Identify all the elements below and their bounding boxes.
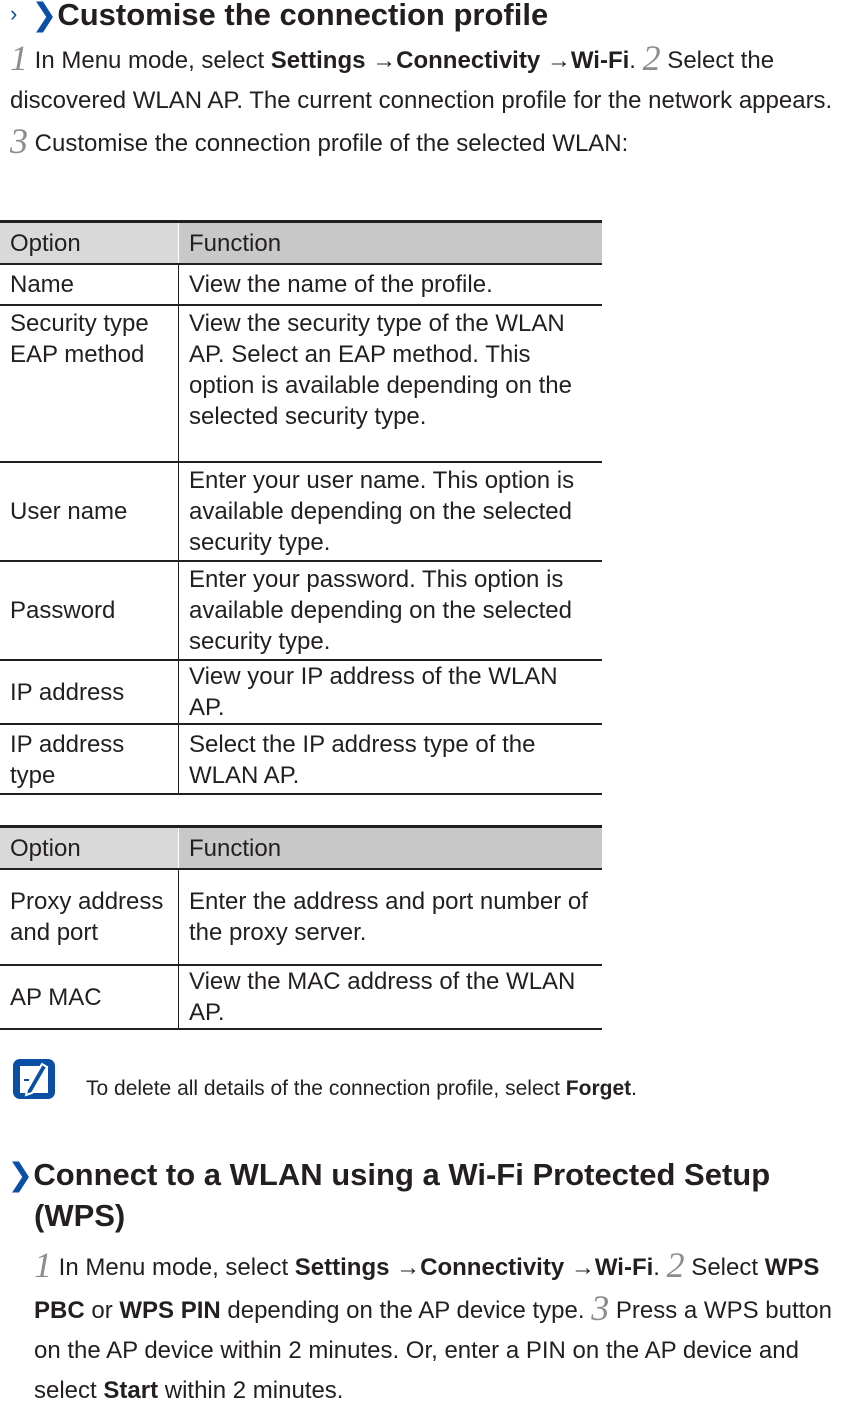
table-header: [0, 827, 602, 870]
menu-path-settings: Settings: [294, 1254, 390, 1281]
table-header: [0, 222, 602, 265]
step-number: 1: [34, 1245, 52, 1285]
table-row: IP address View your IP address of the WLAN AP.: [0, 660, 602, 724]
menu-path-connectivity: Connectivity: [420, 1254, 565, 1281]
header-option: Option: [0, 222, 179, 265]
table-row: User name Enter your user name. This option is available depending on the selected security type.: [0, 462, 602, 561]
bullet-arrow-icon: › ❯: [10, 0, 58, 32]
bullet-arrow-icon: ❯: [7, 1157, 34, 1192]
step-number: 2: [666, 1245, 685, 1285]
menu-path-wifi: Wi-Fi: [570, 47, 630, 74]
step-number: 1: [10, 38, 28, 78]
section-title: Customise the connection profile: [57, 0, 549, 32]
wps-pin-label: WPS PIN: [119, 1297, 221, 1324]
header-option: Option: [0, 827, 179, 870]
section2-steps: 1 In Menu mode, select Settings →Connectivity →Wi-Fi. 2 Select WPS PBC or WPS PIN depending on the AP device type. 3 Press a WPS button on the AP device within 2 minutes. Or, enter a PIN on the AP device and select Start within 2 minutes.: [34, 1245, 832, 1404]
wps-pbc-label: WPS PBC: [34, 1254, 820, 1324]
note-pencil-icon: [12, 1058, 56, 1100]
menu-path-settings: Settings: [270, 47, 366, 74]
step-number: 2: [642, 38, 661, 78]
table-row: IP address type Select the IP address type of the WLAN AP.: [0, 724, 602, 794]
options-table-2: [0, 825, 602, 1030]
table-row: Proxy address and port Enter the address and port number of the proxy server.: [0, 869, 602, 965]
table-row: Name View the name of the profile.: [0, 264, 602, 305]
section-title: Connect to a WLAN using a Wi-Fi Protected Setup (WPS): [33, 1157, 771, 1233]
header-function: Function: [179, 827, 603, 870]
start-label: Start: [103, 1377, 159, 1404]
section1-steps: 1 In Menu mode, select Settings →Connectivity →Wi-Fi. 2 Select the discovered WLAN AP. The current connection profile for the network appears. 3 Customise the connection profile of the selected WLAN:: [10, 38, 833, 161]
step-number: 3: [591, 1288, 610, 1328]
table-row: Password Enter your password. This option is available depending on the selected security type.: [0, 561, 602, 660]
forget-label: Forget: [565, 1077, 632, 1100]
section-heading-wps: [7, 1156, 850, 1235]
table-row: Security type EAP method View the security type of the WLAN AP. Select an EAP method. This option is available depending on the selected security type.: [0, 305, 602, 462]
table-row: AP MAC View the MAC address of the WLAN AP.: [0, 965, 602, 1029]
note-text: To delete all details of the connection profile, select Forget.: [86, 1077, 637, 1100]
menu-path-connectivity: Connectivity: [396, 47, 541, 74]
step-number: 3: [10, 121, 28, 161]
header-function: Function: [179, 222, 603, 265]
menu-path-wifi: Wi-Fi: [594, 1254, 654, 1281]
section-heading-customise: [10, 0, 840, 37]
options-table-1: [0, 220, 602, 795]
